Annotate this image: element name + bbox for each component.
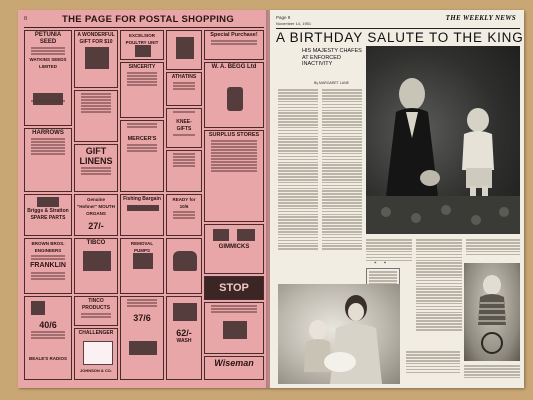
ad-heading: Wiseman bbox=[214, 358, 254, 368]
ad-heading: GIFT LINENS bbox=[79, 146, 113, 166]
ad-petunia bbox=[24, 30, 72, 126]
basket-image bbox=[173, 303, 197, 321]
rod-image bbox=[127, 205, 159, 211]
page-header bbox=[24, 14, 264, 28]
ad-heading: GIMMICKS bbox=[218, 244, 250, 250]
family-photo-figures bbox=[278, 284, 400, 384]
text-column bbox=[416, 238, 462, 332]
ad-price: 27/- bbox=[88, 221, 104, 231]
ad-small-1 bbox=[166, 150, 202, 192]
text-column bbox=[278, 88, 318, 251]
masthead: THE WEEKLY NEWS bbox=[445, 14, 516, 22]
page-header bbox=[276, 14, 520, 29]
saddle-image bbox=[173, 251, 197, 271]
ad-gift bbox=[74, 30, 118, 88]
ad-radio bbox=[24, 296, 72, 380]
ad-small-2 bbox=[204, 302, 264, 354]
text-column bbox=[322, 88, 362, 251]
ad-footer: BEALE'S RADIOS bbox=[28, 356, 68, 361]
main-photo bbox=[366, 46, 520, 234]
ad-harrows bbox=[24, 128, 72, 192]
ad-heading: MERCER'S bbox=[127, 136, 157, 142]
ad-heading: KNEE-GIFTS bbox=[176, 119, 192, 132]
ring-image bbox=[223, 321, 247, 339]
case-image bbox=[129, 341, 157, 355]
engine-image bbox=[37, 197, 59, 207]
ad-heading: REMOVAL PUMPS bbox=[130, 241, 154, 253]
ad-heading: Special Purchase! bbox=[210, 32, 258, 38]
ad-price: 62/- bbox=[176, 328, 192, 338]
radio-image bbox=[31, 301, 45, 315]
section-divider: * * bbox=[374, 262, 390, 267]
text-column bbox=[406, 350, 460, 374]
main-photo-figures bbox=[366, 46, 520, 234]
child-photo-figures bbox=[464, 263, 520, 361]
ad-gift-linens bbox=[74, 144, 118, 192]
issue-date: November 14, 1951 bbox=[276, 21, 312, 26]
family-photo bbox=[278, 284, 400, 384]
ad-tinco bbox=[74, 296, 118, 326]
ad-wiseman bbox=[204, 356, 264, 380]
ad-mercers bbox=[120, 120, 164, 192]
ad-footer: JOHNSON & CO. bbox=[79, 368, 112, 373]
ad-heading: Briggs & Stratton SPARE PARTS bbox=[27, 208, 69, 221]
tool-image bbox=[213, 229, 229, 241]
ad-saddle bbox=[166, 238, 202, 294]
text-column bbox=[466, 238, 520, 257]
ad-special bbox=[166, 30, 202, 70]
ad-special-purchase bbox=[204, 30, 264, 60]
ad-heading: PETUNIA SEED bbox=[34, 32, 62, 45]
ad-heading: SINCERITY bbox=[128, 64, 156, 70]
ad-heading: W. A. BEGG Ltd bbox=[211, 64, 257, 70]
tool-image bbox=[83, 251, 111, 271]
ad-price: 40/6 bbox=[39, 320, 57, 330]
ad-removal-pumps bbox=[120, 238, 164, 294]
ad-heading: CHALLENGER bbox=[78, 330, 114, 336]
tool-image bbox=[237, 229, 255, 241]
ad-tibco bbox=[74, 238, 118, 294]
ad-heading: SURPLUS STORES bbox=[208, 132, 260, 138]
ad-misc bbox=[120, 296, 164, 380]
ad-heading: Fishing Bargain bbox=[123, 196, 161, 202]
gift-image bbox=[85, 47, 109, 69]
drawers-image bbox=[176, 37, 194, 59]
page-title: THE PAGE FOR POSTAL SHOPPING bbox=[62, 14, 235, 25]
boot-image bbox=[83, 341, 113, 365]
ad-heading: ATHATINS bbox=[171, 74, 197, 80]
ad-mouth-organs bbox=[74, 194, 118, 236]
postal-shopping-page bbox=[18, 10, 270, 388]
ad-heading: Genuine "Hohner" MOUTH ORGANS bbox=[77, 197, 115, 216]
text-column bbox=[366, 238, 412, 262]
ad-athatins bbox=[166, 72, 202, 106]
article-headline: A BIRTHDAY SALUTE TO THE KING bbox=[276, 30, 524, 45]
ad-misc-2 bbox=[166, 296, 202, 380]
ad-sincerity-2 bbox=[120, 62, 164, 118]
ad-heading: READY for 10/6 bbox=[172, 197, 196, 209]
ad-heading: EXCELSIOR POULTRY UNIT bbox=[125, 33, 159, 45]
article-page bbox=[270, 10, 524, 388]
ad-excelsior bbox=[120, 30, 164, 60]
ad-surplus bbox=[204, 130, 264, 222]
ad-heading: TINCO PRODUCTS bbox=[81, 298, 111, 311]
ad-heading: BROWN BROS. ENGINEERS bbox=[31, 241, 65, 253]
ad-wabegg bbox=[204, 62, 264, 128]
ad-price: 37/6 bbox=[133, 313, 151, 323]
ad-briggs bbox=[24, 194, 72, 236]
page-number: 8 bbox=[24, 16, 27, 22]
ad-heading: FRANKLIN bbox=[30, 262, 66, 269]
byline: By MARGARET LANE bbox=[314, 81, 349, 85]
tin-image bbox=[227, 87, 243, 111]
poultry-image bbox=[135, 45, 151, 57]
ad-heading: WASH bbox=[176, 338, 192, 344]
ad-heading: STOP bbox=[219, 282, 249, 294]
ad-fishing bbox=[120, 194, 164, 236]
child-photo bbox=[464, 263, 520, 361]
pump-image bbox=[133, 253, 153, 269]
radio-image bbox=[33, 93, 63, 105]
ad-sincerity bbox=[74, 90, 118, 142]
ad-gimmicks bbox=[204, 224, 264, 274]
ad-stop bbox=[204, 276, 264, 300]
ad-heading: HARROWS bbox=[32, 130, 64, 136]
page-number: Page 9 bbox=[276, 15, 291, 20]
ad-brown bbox=[24, 238, 72, 294]
ad-sacks bbox=[166, 194, 202, 236]
advert-grid bbox=[24, 30, 264, 382]
ad-challenger bbox=[74, 328, 118, 380]
article-subhead: HIS MAJESTY CHAFES AT ENFORCED INACTIVITY bbox=[302, 48, 362, 67]
ad-heading: TIBCO bbox=[86, 240, 106, 246]
newspaper-spread bbox=[8, 6, 524, 390]
ad-knee-gifts bbox=[166, 108, 202, 148]
ad-heading: WATKINS SEEDS LIMITED bbox=[29, 57, 67, 69]
photo-caption bbox=[464, 364, 520, 380]
ad-heading: A WONDERFUL GIFT FOR $10 bbox=[77, 32, 115, 45]
